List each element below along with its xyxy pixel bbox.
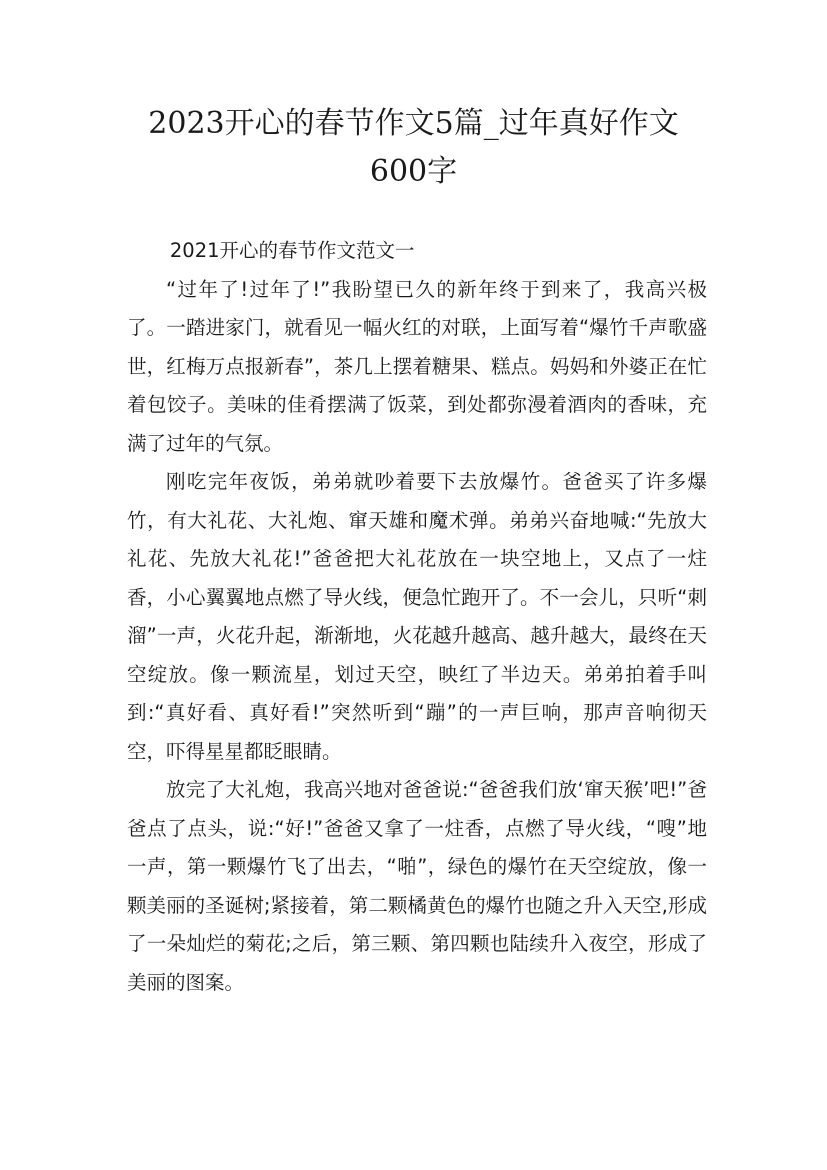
title-line-2: 600字 xyxy=(369,154,458,189)
title-line-1: 2023开心的春节作文5篇_过年真好作文 xyxy=(148,106,679,141)
paragraph-2: 刚吃完年夜饭，弟弟就吵着要下去放爆竹。爸爸买了许多爆竹，有大礼花、大礼炮、窜天雄和魔术弹。弟弟兴奋地喊:“先放大礼花、先放大礼花!”爸爸把大礼花放在一块空地上，又点了一炷香，小心翼翼地点燃了导火线，便急忙跑开了。不一会儿，只听“刺溜”一声，火花升起，渐渐地，火花越升越高、越升越大，最终在天空绽放。像一颗流星，划过天空，映红了半边天。弟弟拍着手叫到:“真好看、真好看!”突然听到“蹦”的一声巨响，那声音响彻天空，吓得星星都眨眼睛。 xyxy=(127,470,707,763)
document-body xyxy=(127,232,707,1002)
paragraph-1: “过年了!过年了!”我盼望已久的新年终于到来了，我高兴极了。一踏进家门，就看见一幅火红的对联，上面写着“爆竹千声歌盛世，红梅万点报新春”，茶几上摆着糖果、糕点。妈妈和外婆正在忙着包饺子。美味的佳肴摆满了饭菜，到处都弥漫着酒肉的香味，充满了过年的气氛。 xyxy=(127,277,707,455)
paragraph-3: 放完了大礼炮，我高兴地对爸爸说:“爸爸我们放‘窜天猴’吧!”爸爸点了点头，说:“好!”爸爸又拿了一炷香，点燃了导火线，“嗖”地一声，第一颗爆竹飞了出去，“啪”，绿色的爆竹在天空绽放，像一颗美丽的圣诞树;紧接着，第二颗橘黄色的爆竹也随之升入天空,形成了一朵灿烂的菊花;之后，第三颗、第四颗也陆续升入夜空，形成了美丽的图案。 xyxy=(127,778,707,994)
document-title xyxy=(100,100,727,196)
section-subheading: 2021开心的春节作文范文一 xyxy=(169,239,415,262)
